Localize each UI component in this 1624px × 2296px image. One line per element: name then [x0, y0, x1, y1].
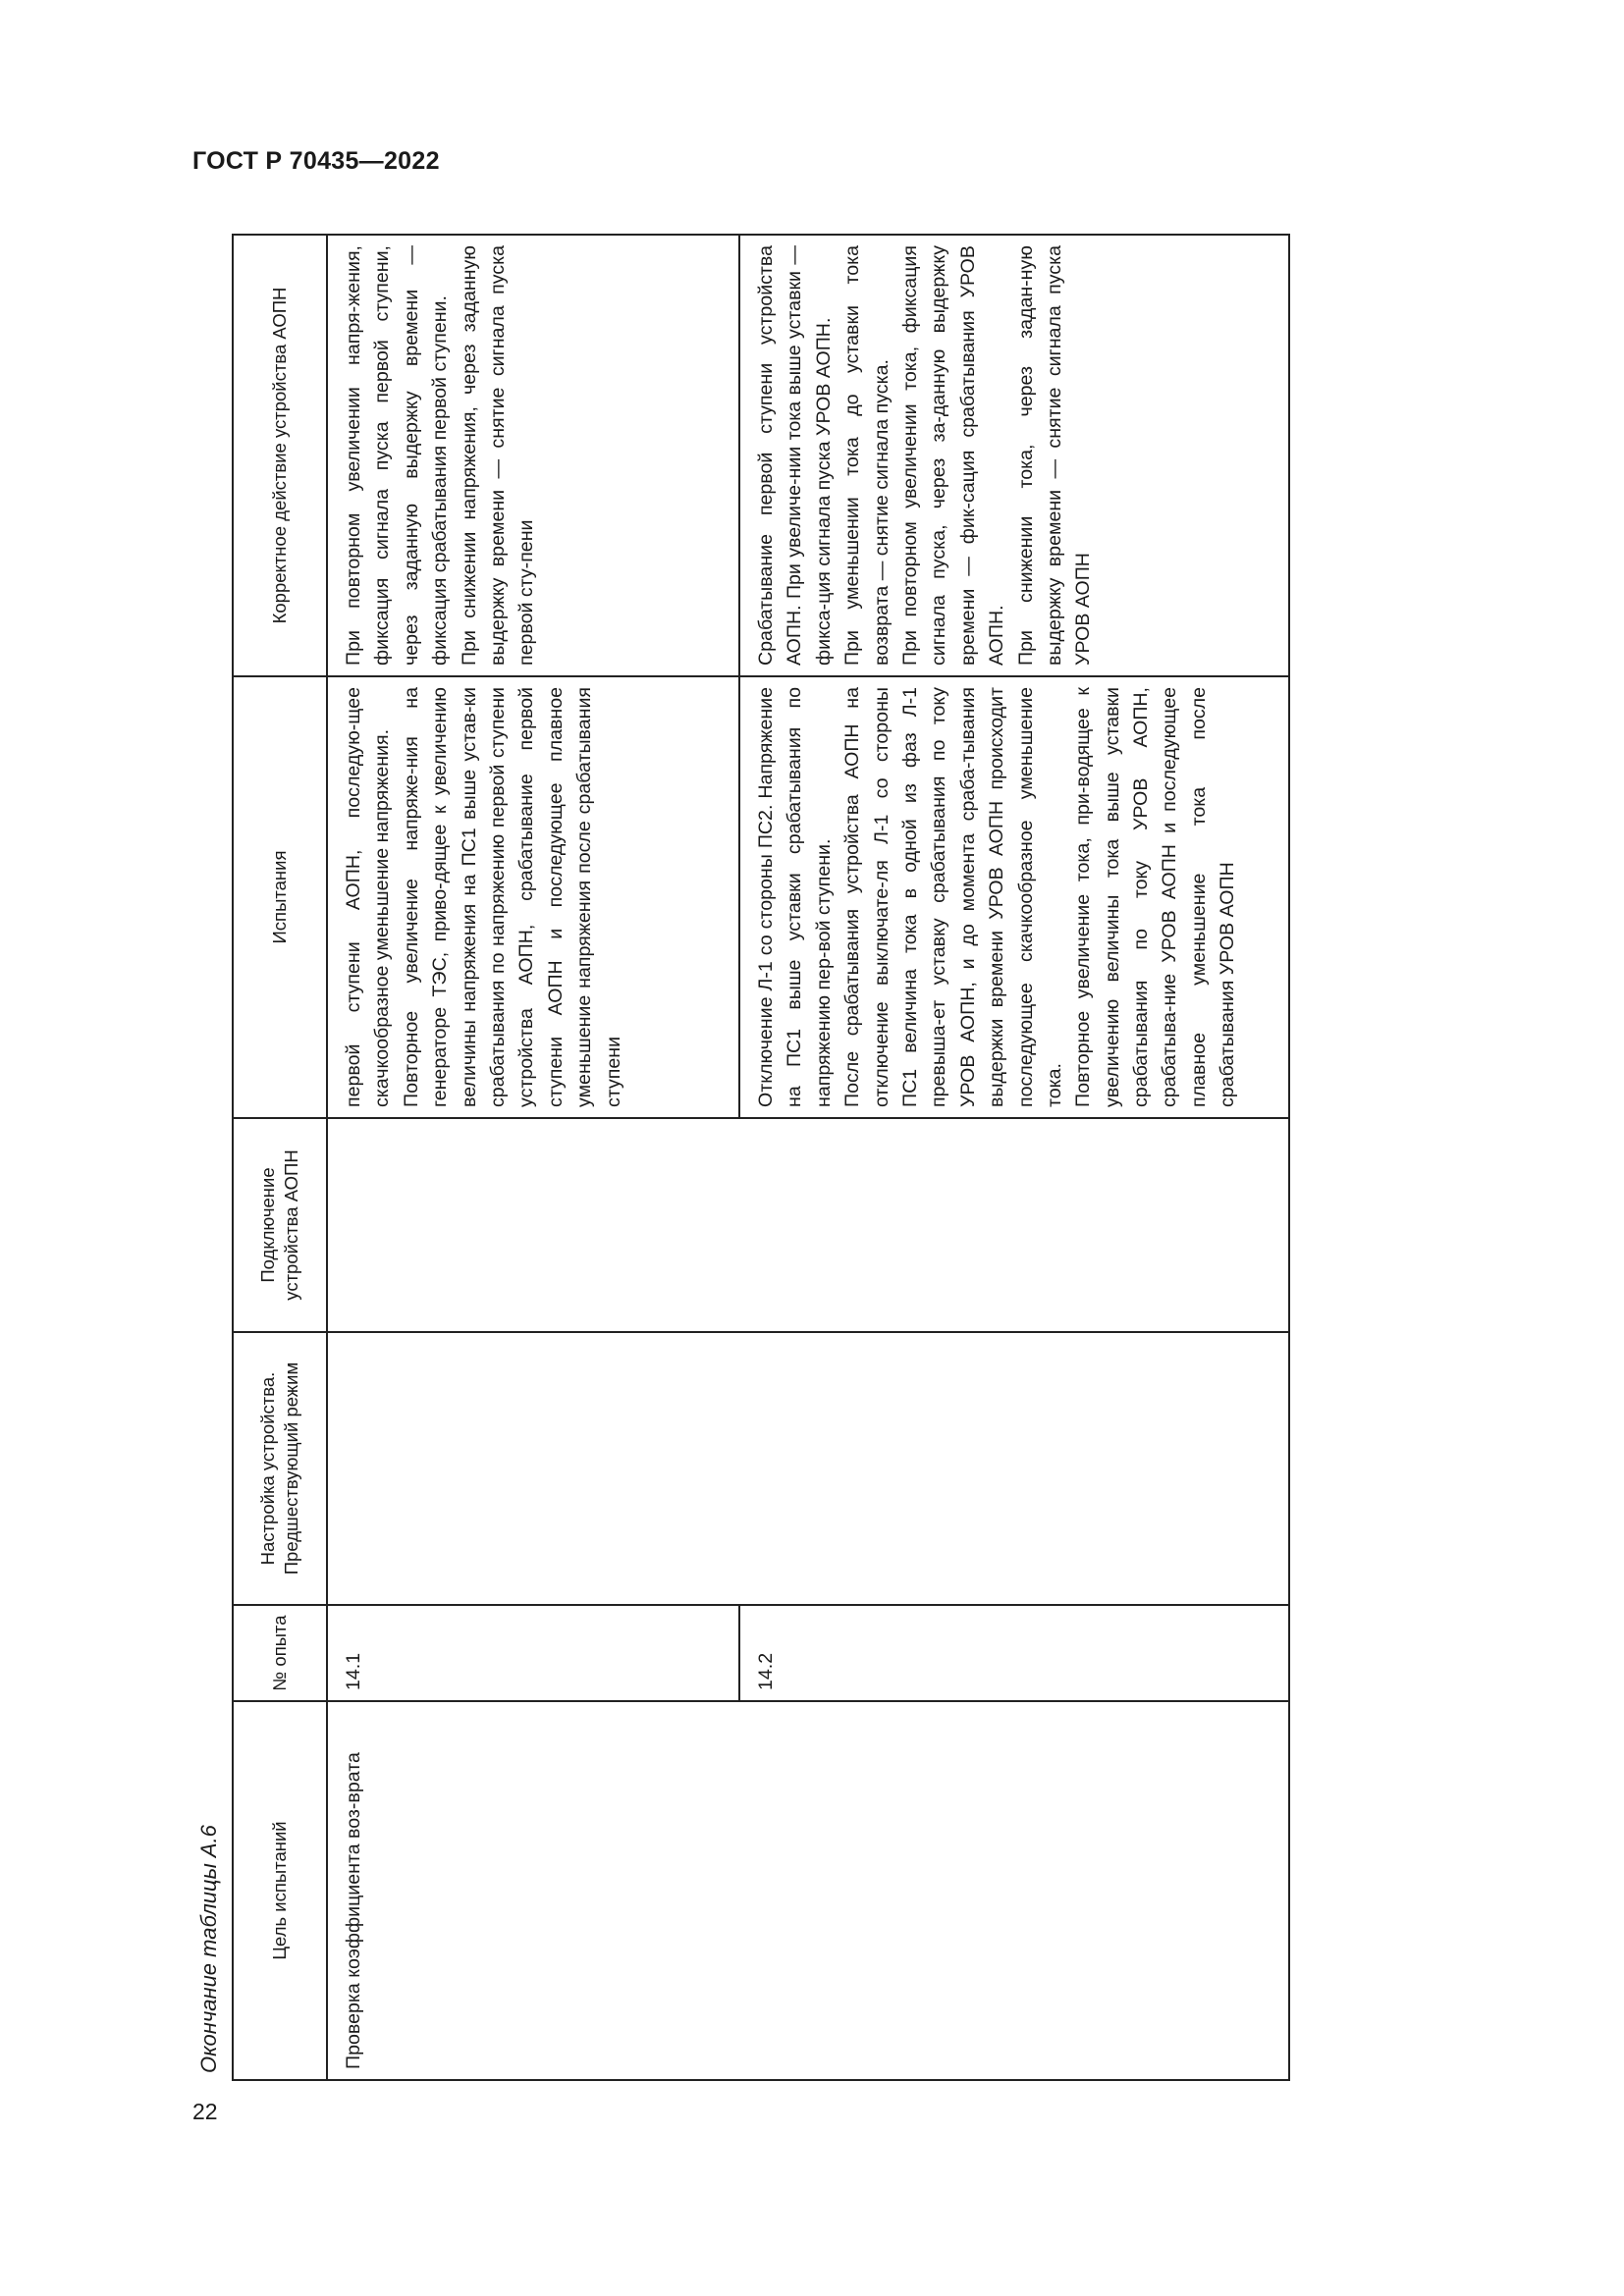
col-header-setup: Настройка устройства. Предшествующий режим [233, 1332, 327, 1605]
cell-setup [327, 1332, 1289, 1605]
col-header-connection: Подключение устройства АОПН [233, 1118, 327, 1332]
cell-connection [327, 1118, 1289, 1332]
table-caption: Окончание таблицы А.6 [196, 1825, 221, 2073]
action-text: При повторном увеличении напря-жения, фиксация сигнала пуска первой ступени, через заданную выдержку времени — фиксация срабатывания первой ступени. При снижении напряжения, через заданную выдержку времени — снятие сигнала пуска первой сту-пени [343, 245, 538, 666]
tests-text: Отключение Л-1 со стороны ПС2. Напряжение на ПС1 выше уставки срабатывания по напряжению пер-вой ступени. После срабатывания устройства АОПН на отключение выключате-ля Л-1 со стороны ПС1 величина тока в одной из фаз Л-1 превыша-ет уставку срабатывания по току УРОВ АОПН, и до момента сраба-тывания выдержки времени УРОВ АОПН происходит последующее скачкообразное уменьшение тока. Повторное увеличение тока, при-водящее к увеличению величины тока выше уставки срабатывания по току УРОВ АОПН, срабатыва-ние УРОВ АОПН и последующее плавное уменьшение тока после срабатывания УРОВ АОПН [755, 687, 1239, 1107]
cell-number: 14.1 [327, 1605, 739, 1701]
col-header-action: Корректное действие устройства АОПН [233, 235, 327, 676]
tests-text: первой ступени АОПН, последую-щее скачкообразное уменьшение напряжения. Повторное увеличение напряже-ния на генераторе ТЭС, приво-дящее к увеличению величины напряжения на ПС1 выше устав-ки срабатывания по напряжению первой ступени устройства АОПН, срабатывание первой ступени АОПН и последующее плавное уменьшение напряжения после срабатывания ступени [343, 687, 624, 1107]
test-table [232, 234, 1290, 2081]
table-row [327, 235, 739, 2080]
rotated-page-content [187, 236, 1296, 2081]
col-header-purpose: Цель испытаний [233, 1701, 327, 2080]
document-code: ГОСТ Р 70435—2022 [192, 147, 440, 175]
col-header-tests: Испытания [233, 676, 327, 1118]
cell-purpose: Проверка коэффициента воз-врата [327, 1701, 1289, 2080]
cell-action [739, 235, 1289, 676]
action-text: Срабатывание первой ступени устройства АОПН. При увеличе-нии тока выше уставки — фикса-ция сигнала пуска УРОВ АОПН. При уменьшении тока до уставки тока возврата — снятие сигнала пуска. При повторном увеличении тока, фиксация сигнала пуска, через за-данную выдержку времени — фик-сация срабатывания УРОВ АОПН. При снижении тока, через задан-ную выдержку времени — снятие сигнала пуска УРОВ АОПН [755, 245, 1095, 666]
cell-tests [327, 676, 739, 1118]
col-header-number: № опыта [233, 1605, 327, 1701]
cell-action [327, 235, 739, 676]
page-number: 22 [192, 2099, 218, 2124]
table-header-row [233, 235, 327, 2080]
cell-number: 14.2 [739, 1605, 1289, 1701]
cell-tests [739, 676, 1289, 1118]
